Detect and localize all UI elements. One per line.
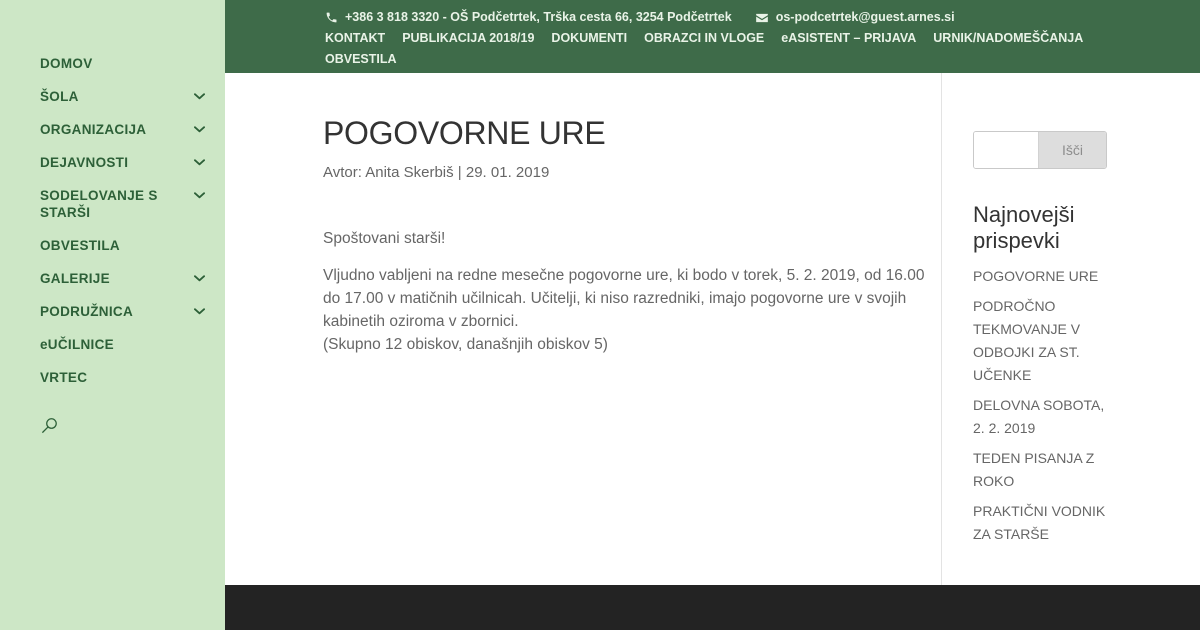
sidebar-item-label: OBVESTILA (40, 238, 120, 253)
sidebar-menu-item[interactable] (0, 47, 225, 80)
post-title: POGOVORNE URE (323, 115, 606, 151)
search-icon (40, 416, 59, 435)
sidebar-menu-item[interactable] (0, 262, 225, 295)
post-article (323, 73, 935, 356)
sidebar-menu-item[interactable] (0, 113, 225, 146)
sidebar-menu-item[interactable] (0, 229, 225, 262)
paragraph: Spoštovani starši! (323, 230, 446, 247)
left-sidebar (0, 0, 225, 630)
topbar-link[interactable]: DOKUMENTI (551, 31, 628, 45)
contact-row (325, 9, 1180, 26)
recent-posts-title: Najnovejši prispevki (973, 202, 1075, 253)
sidebar-menu-item[interactable] (0, 80, 225, 113)
topbar-link[interactable]: KONTAKT (325, 31, 386, 45)
sidebar-item-label: eUČILNICE (40, 337, 114, 352)
author-link[interactable]: Anita Skerbiš (365, 164, 454, 181)
topbar-nav-row2 (325, 51, 1180, 67)
contact-info: +386 3 818 3320 - OŠ Podčetrtek, Trška cesta 66, 3254 Podčetrtek (345, 10, 732, 24)
sidebar-item-label: VRTEC (40, 370, 88, 385)
recent-post-link[interactable]: PODROČNO TEKMOVANJE V ODBOJKI ZA ST. UČENKE (973, 298, 1081, 383)
topbar-link[interactable]: PUBLIKACIJA 2018/19 (402, 31, 535, 45)
topbar-link[interactable]: OBRAZCI IN VLOGE (644, 31, 765, 45)
sidebar-menu-item[interactable] (0, 361, 225, 394)
chevron-down-icon (194, 159, 205, 166)
topbar-nav-row1 (325, 30, 1180, 46)
footer (225, 585, 1200, 630)
chevron-down-icon (194, 275, 205, 282)
email-text: os-podcetrtek@guest.arnes.si (775, 10, 955, 24)
sidebar-menu-item[interactable] (0, 146, 225, 179)
right-sidebar (973, 73, 1107, 553)
email-icon (755, 11, 769, 25)
top-bar (225, 0, 1200, 73)
post-date: 29. 01. 2019 (465, 164, 550, 181)
chevron-down-icon (194, 93, 205, 100)
sidebar-item-label: ŠOLA (40, 89, 79, 104)
recent-post-link[interactable]: POGOVORNE URE (973, 268, 1099, 284)
paragraph: Vljudno vabljeni na redne mesečne pogovorne ure, ki bodo v torek, 5. 2. 2019, od 16.00 do 17.00 v matičnih učilnicah. Učitelji, ki niso razredniki, imajo pogovorne ure v svojih kabinetih oziroma v zbornici. (323, 267, 925, 330)
recent-post-link[interactable]: PRAKTIČNI VODNIK ZA STARŠE (973, 503, 1106, 542)
search-form (973, 131, 1107, 169)
chevron-down-icon (194, 126, 205, 133)
topbar-link[interactable]: OBVESTILA (325, 52, 397, 66)
topbar-link[interactable]: eASISTENT – PRIJAVA (781, 31, 917, 45)
paragraph: (Skupno 12 obiskov, današnjih obiskov 5) (323, 336, 608, 353)
sidebar-item-label: SODELOVANJE S STARŠI (40, 188, 158, 220)
main-menu (0, 0, 225, 394)
topbar-link[interactable]: URNIK/NADOMEŠČANJA (933, 31, 1084, 45)
post-meta (323, 163, 935, 183)
chevron-down-icon (194, 192, 205, 199)
recent-post-link[interactable]: TEDEN PISANJA Z ROKO (973, 450, 1095, 489)
sidebar-item-label: PODRUŽNICA (40, 304, 133, 319)
phone-icon (325, 11, 338, 24)
sidebar-item-label: DEJAVNOSTI (40, 155, 129, 170)
content-sidebar-divider (941, 73, 942, 585)
sidebar-search-button[interactable] (40, 416, 59, 435)
main-content-area (225, 73, 1200, 585)
search-button[interactable]: Išči (1038, 132, 1106, 168)
sidebar-item-label: GALERIJE (40, 271, 110, 286)
recent-posts-list (973, 265, 1107, 546)
sidebar-menu-item[interactable] (0, 295, 225, 328)
post-body (323, 227, 935, 356)
author-label: Avtor: (323, 164, 362, 181)
chevron-down-icon (194, 308, 205, 315)
meta-separator: | (457, 164, 462, 181)
email-link[interactable] (755, 9, 955, 26)
sidebar-item-label: ORGANIZACIJA (40, 122, 147, 137)
sidebar-menu-item[interactable] (0, 179, 225, 229)
recent-post-link[interactable]: DELOVNA SOBOTA, 2. 2. 2019 (973, 397, 1105, 436)
sidebar-menu-item[interactable] (0, 328, 225, 361)
search-input[interactable] (974, 132, 1038, 168)
sidebar-item-label: DOMOV (40, 56, 93, 71)
